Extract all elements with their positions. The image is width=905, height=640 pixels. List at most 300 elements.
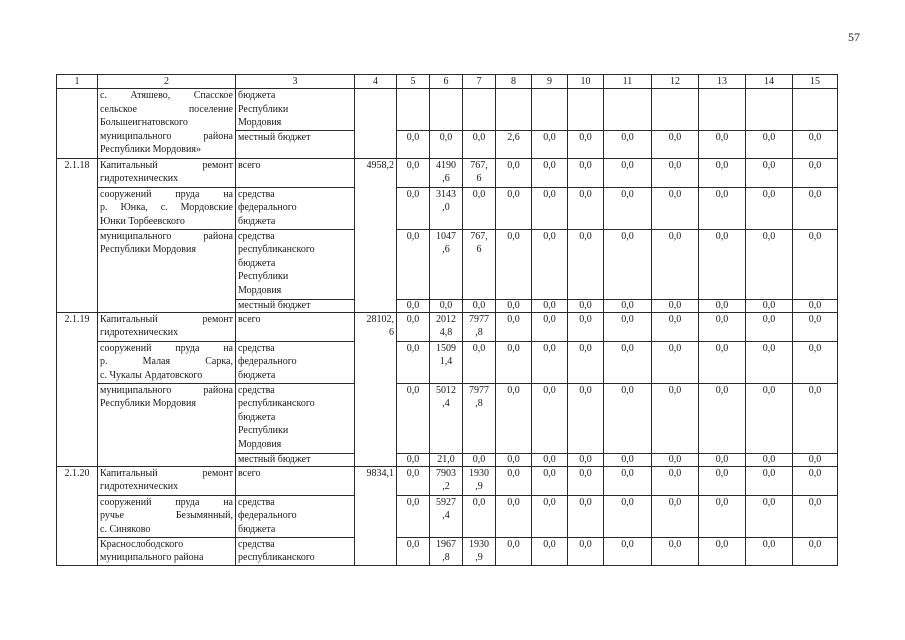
value-cell-col15 — [793, 89, 838, 131]
cell-line: 0,0 — [808, 538, 822, 550]
row-description-cell — [98, 312, 236, 341]
cell-line: гидротехнических — [100, 327, 179, 338]
cell-line: 5012 — [436, 384, 456, 396]
value-cell-col6 — [430, 229, 463, 299]
value-cell-col9 — [532, 466, 568, 495]
cell-line: сооружений пруда на — [100, 496, 233, 508]
value-cell-col13 — [699, 312, 746, 341]
value-cell-col8 — [496, 89, 532, 131]
cell-line: 0,0 — [762, 313, 776, 325]
cell-line: 0,0 — [621, 188, 634, 200]
cell-line: 0,0 — [762, 384, 776, 396]
value-cell-col10 — [568, 341, 604, 383]
cell-line: 0,0 — [543, 230, 556, 242]
cell-line: 2012 — [436, 313, 456, 325]
table-row — [57, 466, 838, 495]
cell-line: 6 — [476, 173, 482, 184]
cell-line: Республики — [238, 271, 289, 282]
value-cell-col6 — [430, 341, 463, 383]
cell-line: 0,0 — [715, 131, 729, 143]
value-cell-col10 — [568, 453, 604, 466]
cell-line: 0,0 — [762, 299, 776, 311]
value-cell-col8 — [496, 229, 532, 299]
cell-line: 0,0 — [543, 538, 556, 550]
value-cell-col15 — [793, 158, 838, 187]
cell-line: федерального — [238, 510, 297, 521]
value-cell-col13 — [699, 89, 746, 131]
cell-line: Большеигнатовского — [100, 117, 188, 128]
value-cell-col9 — [532, 187, 568, 229]
cell-line: Капитальный ремонт — [100, 159, 233, 171]
cell-line: 4190 — [436, 159, 456, 171]
cell-line: федерального — [238, 202, 297, 213]
value-cell-col9 — [532, 453, 568, 466]
cell-line: 0,0 — [507, 538, 520, 550]
value-cell-col12 — [652, 495, 699, 537]
value-cell-col13 — [699, 187, 746, 229]
cell-line: Республики — [238, 425, 289, 436]
cell-line: бюджета — [238, 411, 276, 423]
cell-line: 28102, — [366, 313, 394, 325]
value-cell-col9 — [532, 341, 568, 383]
value-cell-col5 — [397, 466, 430, 495]
value-cell-col12 — [652, 299, 699, 312]
value-cell-col6 — [430, 383, 463, 453]
value-cell-col8 — [496, 187, 532, 229]
cell-line: 0,0 — [579, 188, 592, 200]
value-cell-col6 — [430, 495, 463, 537]
cell-line: 0,0 — [406, 342, 420, 354]
header-cell: 1 — [57, 75, 98, 89]
cell-line: 0,0 — [668, 299, 682, 311]
value-cell-col12 — [652, 89, 699, 131]
cell-line: 0,0 — [762, 538, 776, 550]
value-cell-col9 — [532, 130, 568, 158]
cell-line: 0,0 — [621, 230, 634, 242]
header-cell: 11 — [604, 75, 652, 89]
cell-line: республиканского — [238, 552, 315, 563]
total-cell — [355, 158, 397, 312]
cell-line: 0,0 — [406, 496, 420, 508]
cell-line: федерального — [238, 356, 297, 367]
cell-line: 0,0 — [507, 342, 520, 354]
cell-line: бюджета — [238, 215, 276, 227]
cell-line: 0,0 — [715, 538, 729, 550]
cell-line: 0,0 — [808, 313, 822, 325]
cell-line: 0,0 — [543, 496, 556, 508]
value-cell-col8 — [496, 312, 532, 341]
value-cell-col9 — [532, 312, 568, 341]
header-cell: 13 — [699, 75, 746, 89]
cell-line: 1,4 — [439, 356, 453, 367]
cell-line: средства — [238, 496, 275, 508]
row-id-cell: 2.1.19 — [57, 312, 98, 466]
cell-line: Мордовия — [238, 284, 282, 296]
value-cell-col13 — [699, 158, 746, 187]
value-cell-col14 — [746, 89, 793, 131]
value-cell-col8 — [496, 341, 532, 383]
value-cell-col7 — [463, 89, 496, 131]
cell-line: муниципального района — [100, 384, 233, 396]
value-cell-col7 — [463, 158, 496, 187]
source-cell: местный бюджет — [236, 130, 355, 158]
cell-line: 0,0 — [543, 453, 556, 465]
cell-line: 0,0 — [507, 384, 520, 396]
cell-line: 0,0 — [762, 467, 776, 479]
cell-line: Республики Мордовия — [100, 244, 196, 255]
cell-line: 0,0 — [543, 342, 556, 354]
cell-line: с. Чукалы Ардатовского — [100, 369, 203, 381]
cell-line: 0,0 — [579, 230, 592, 242]
cell-line: 0,0 — [715, 188, 729, 200]
cell-line: 0,0 — [507, 313, 520, 325]
cell-line: средства — [238, 188, 275, 200]
value-cell-col10 — [568, 299, 604, 312]
header-cell: 7 — [463, 75, 496, 89]
cell-line: 0,0 — [543, 159, 556, 171]
cell-line: 21,0 — [437, 453, 455, 465]
cell-line: 1047 — [436, 230, 456, 242]
table-row — [57, 229, 838, 299]
cell-line: с. Синяково — [100, 523, 151, 535]
cell-line: ,2 — [442, 481, 450, 492]
value-cell-col12 — [652, 341, 699, 383]
cell-line: 767, — [470, 159, 488, 171]
value-cell-col5 — [397, 158, 430, 187]
cell-line: 0,0 — [668, 467, 682, 479]
cell-line: 767, — [470, 230, 488, 242]
cell-line: 0,0 — [579, 467, 592, 479]
value-cell-col15 — [793, 466, 838, 495]
cell-line: 0,0 — [621, 131, 634, 143]
value-cell-col5 — [397, 130, 430, 158]
header-cell: 12 — [652, 75, 699, 89]
source-cell — [236, 383, 355, 453]
source-cell: местный бюджет — [236, 453, 355, 466]
row-id-cell: 2.1.18 — [57, 158, 98, 312]
cell-line: ,0 — [442, 202, 450, 213]
value-cell-col12 — [652, 383, 699, 453]
total-cell — [355, 312, 397, 466]
cell-line: муниципального района — [100, 552, 204, 563]
value-cell-col13 — [699, 495, 746, 537]
value-cell-col6 — [430, 537, 463, 565]
value-cell-col11 — [604, 341, 652, 383]
cell-line: 0,0 — [808, 188, 822, 200]
cell-line: 0,0 — [406, 384, 420, 396]
value-cell-col14 — [746, 537, 793, 565]
value-cell-col10 — [568, 495, 604, 537]
table-row — [57, 383, 838, 453]
table-row — [57, 341, 838, 383]
header-cell: 5 — [397, 75, 430, 89]
header-cell: 8 — [496, 75, 532, 89]
value-cell-col5 — [397, 312, 430, 341]
value-cell-col12 — [652, 229, 699, 299]
cell-line: республиканского — [238, 398, 315, 409]
value-cell-col15 — [793, 453, 838, 466]
value-cell-col7 — [463, 466, 496, 495]
cell-line: 0,0 — [762, 159, 776, 171]
cell-line: Капитальный ремонт — [100, 467, 233, 479]
value-cell-col11 — [604, 187, 652, 229]
budget-table — [56, 74, 838, 566]
value-cell-col5 — [397, 299, 430, 312]
value-cell-col11 — [604, 299, 652, 312]
cell-line: 7977 — [469, 384, 489, 396]
value-cell-col15 — [793, 130, 838, 158]
cell-line: 0,0 — [668, 384, 682, 396]
value-cell-col10 — [568, 312, 604, 341]
value-cell-col8 — [496, 466, 532, 495]
value-cell-col9 — [532, 383, 568, 453]
cell-line: 0,0 — [406, 131, 420, 143]
cell-line: 0,0 — [808, 131, 822, 143]
value-cell-col15 — [793, 229, 838, 299]
cell-line: 0,0 — [507, 453, 520, 465]
value-cell-col9 — [532, 229, 568, 299]
cell-line: ,4 — [442, 510, 450, 521]
cell-line: р. Юнка, с. Мордовские — [100, 202, 233, 213]
value-cell-col14 — [746, 495, 793, 537]
row-description-cell — [98, 187, 236, 229]
cell-line: 0,0 — [621, 159, 634, 171]
cell-line: 1967 — [436, 538, 456, 550]
cell-line: 7977 — [469, 313, 489, 325]
table-row — [57, 187, 838, 229]
cell-line: 0,0 — [507, 496, 520, 508]
value-cell-col14 — [746, 341, 793, 383]
cell-line: 1930 — [469, 467, 489, 479]
value-cell-col7 — [463, 312, 496, 341]
cell-line: гидротехнических — [100, 173, 179, 184]
source-cell: всего — [236, 158, 355, 187]
value-cell-col6 — [430, 466, 463, 495]
header-cell: 6 — [430, 75, 463, 89]
value-cell-col6 — [430, 453, 463, 466]
row-description-cell — [98, 466, 236, 495]
value-cell-col14 — [746, 130, 793, 158]
cell-line: 0,0 — [507, 159, 520, 171]
cell-line: 0,0 — [762, 131, 776, 143]
cell-line: 0,0 — [507, 188, 520, 200]
cell-line: 0,0 — [715, 453, 729, 465]
cell-line: 0,0 — [543, 131, 556, 143]
value-cell-col8 — [496, 495, 532, 537]
total-cell — [355, 89, 397, 159]
value-cell-col11 — [604, 453, 652, 466]
cell-line: 0,0 — [579, 342, 592, 354]
row-description-cell — [98, 383, 236, 466]
value-cell-col14 — [746, 158, 793, 187]
cell-line: 0,0 — [579, 131, 592, 143]
cell-line: 0,0 — [668, 131, 682, 143]
cell-line: бюджета — [238, 257, 276, 269]
value-cell-col6 — [430, 158, 463, 187]
cell-line: 7903 — [436, 467, 456, 479]
value-cell-col6 — [430, 312, 463, 341]
value-cell-col11 — [604, 89, 652, 131]
cell-line: республиканского — [238, 244, 315, 255]
cell-line: 0,0 — [715, 496, 729, 508]
value-cell-col7 — [463, 187, 496, 229]
source-cell — [236, 341, 355, 383]
cell-line: 0,0 — [507, 467, 520, 479]
cell-line: 0,0 — [579, 299, 592, 311]
value-cell-col5 — [397, 453, 430, 466]
cell-line: 0,0 — [579, 496, 592, 508]
cell-line: 0,0 — [406, 230, 420, 242]
cell-line: ,8 — [442, 552, 450, 563]
value-cell-col12 — [652, 537, 699, 565]
cell-line: бюджета — [238, 369, 276, 381]
value-cell-col11 — [604, 158, 652, 187]
value-cell-col7 — [463, 453, 496, 466]
cell-line: ,6 — [442, 244, 450, 255]
cell-line: средства — [238, 230, 275, 242]
cell-line: 0,0 — [762, 342, 776, 354]
value-cell-col6 — [430, 89, 463, 131]
cell-line: 0,0 — [715, 313, 729, 325]
value-cell-col11 — [604, 537, 652, 565]
value-cell-col9 — [532, 495, 568, 537]
source-cell — [236, 89, 355, 131]
cell-line: 0,0 — [472, 342, 486, 354]
value-cell-col13 — [699, 229, 746, 299]
value-cell-col13 — [699, 466, 746, 495]
value-cell-col12 — [652, 312, 699, 341]
cell-line: 0,0 — [715, 467, 729, 479]
cell-line: 0,0 — [808, 467, 822, 479]
cell-line: 0,0 — [579, 159, 592, 171]
table-row — [57, 158, 838, 187]
cell-line: 0,0 — [406, 467, 420, 479]
cell-line: 0,0 — [472, 453, 486, 465]
value-cell-col9 — [532, 158, 568, 187]
row-id-cell: 2.1.20 — [57, 466, 98, 565]
row-description-cell — [98, 537, 236, 565]
value-cell-col5 — [397, 187, 430, 229]
value-cell-col5 — [397, 495, 430, 537]
cell-line: ,6 — [442, 173, 450, 184]
value-cell-col5 — [397, 89, 430, 131]
value-cell-col9 — [532, 299, 568, 312]
value-cell-col15 — [793, 495, 838, 537]
cell-line: ,4 — [442, 398, 450, 409]
cell-line: 0,0 — [715, 159, 729, 171]
row-description-cell — [98, 89, 236, 159]
cell-line: 2,6 — [507, 131, 520, 143]
cell-line: Мордовия — [238, 438, 282, 450]
value-cell-col14 — [746, 466, 793, 495]
cell-line: муниципального района — [100, 230, 233, 242]
value-cell-col10 — [568, 158, 604, 187]
value-cell-col10 — [568, 537, 604, 565]
cell-line: 5927 — [436, 496, 456, 508]
value-cell-col12 — [652, 187, 699, 229]
value-cell-col12 — [652, 466, 699, 495]
value-cell-col14 — [746, 453, 793, 466]
row-description-cell — [98, 229, 236, 312]
cell-line: 0,0 — [472, 131, 486, 143]
table-row — [57, 89, 838, 131]
cell-line: Республики — [238, 103, 289, 115]
value-cell-col6 — [430, 299, 463, 312]
cell-line: 9834,1 — [366, 467, 394, 479]
value-cell-col13 — [699, 341, 746, 383]
value-cell-col6 — [430, 130, 463, 158]
row-id-cell — [57, 89, 98, 159]
cell-line: сооружений пруда на — [100, 188, 233, 200]
value-cell-col11 — [604, 229, 652, 299]
cell-line: 0,0 — [543, 313, 556, 325]
header-cell: 3 — [236, 75, 355, 89]
cell-line: 0,0 — [543, 188, 556, 200]
value-cell-col5 — [397, 537, 430, 565]
cell-line: 1930 — [469, 538, 489, 550]
value-cell-col15 — [793, 187, 838, 229]
cell-line: 0,0 — [668, 230, 682, 242]
cell-line: с. Атяшево, Спасское — [100, 90, 233, 101]
value-cell-col9 — [532, 537, 568, 565]
cell-line: 3143 — [436, 188, 456, 200]
cell-line: Республики Мордовия» — [100, 144, 201, 155]
value-cell-col5 — [397, 341, 430, 383]
cell-line: 0,0 — [621, 342, 634, 354]
value-cell-col13 — [699, 383, 746, 453]
cell-line: 0,0 — [668, 496, 682, 508]
value-cell-col10 — [568, 383, 604, 453]
value-cell-col10 — [568, 229, 604, 299]
value-cell-col13 — [699, 130, 746, 158]
cell-line: 0,0 — [621, 313, 634, 325]
table-row — [57, 312, 838, 341]
cell-line: 0,0 — [808, 230, 822, 242]
cell-line: ,9 — [475, 552, 483, 563]
cell-line: 0,0 — [579, 453, 592, 465]
cell-line: 0,0 — [762, 496, 776, 508]
value-cell-col15 — [793, 299, 838, 312]
cell-line: 0,0 — [507, 299, 520, 311]
cell-line: ,8 — [475, 398, 483, 409]
value-cell-col10 — [568, 187, 604, 229]
cell-line: средства — [238, 342, 275, 354]
cell-line: Мордовия — [238, 117, 282, 128]
value-cell-col7 — [463, 229, 496, 299]
cell-line: 0,0 — [621, 538, 634, 550]
value-cell-col7 — [463, 299, 496, 312]
cell-line: 0,0 — [808, 453, 822, 465]
header-cell: 9 — [532, 75, 568, 89]
cell-line: 0,0 — [668, 188, 682, 200]
cell-line: 0,0 — [621, 299, 634, 311]
cell-line: 0,0 — [621, 467, 634, 479]
cell-line: 0,0 — [668, 453, 682, 465]
value-cell-col8 — [496, 299, 532, 312]
cell-line: Республики Мордовия — [100, 398, 196, 409]
cell-line: 0,0 — [808, 299, 822, 311]
cell-line: 0,0 — [808, 342, 822, 354]
value-cell-col14 — [746, 229, 793, 299]
cell-line: 0,0 — [621, 496, 634, 508]
cell-line: сельское поселение — [100, 103, 233, 115]
value-cell-col12 — [652, 130, 699, 158]
cell-line: 4,8 — [439, 327, 453, 338]
value-cell-col5 — [397, 383, 430, 453]
cell-line: 0,0 — [406, 299, 420, 311]
cell-line: 0,0 — [406, 188, 420, 200]
cell-line: 0,0 — [808, 496, 822, 508]
